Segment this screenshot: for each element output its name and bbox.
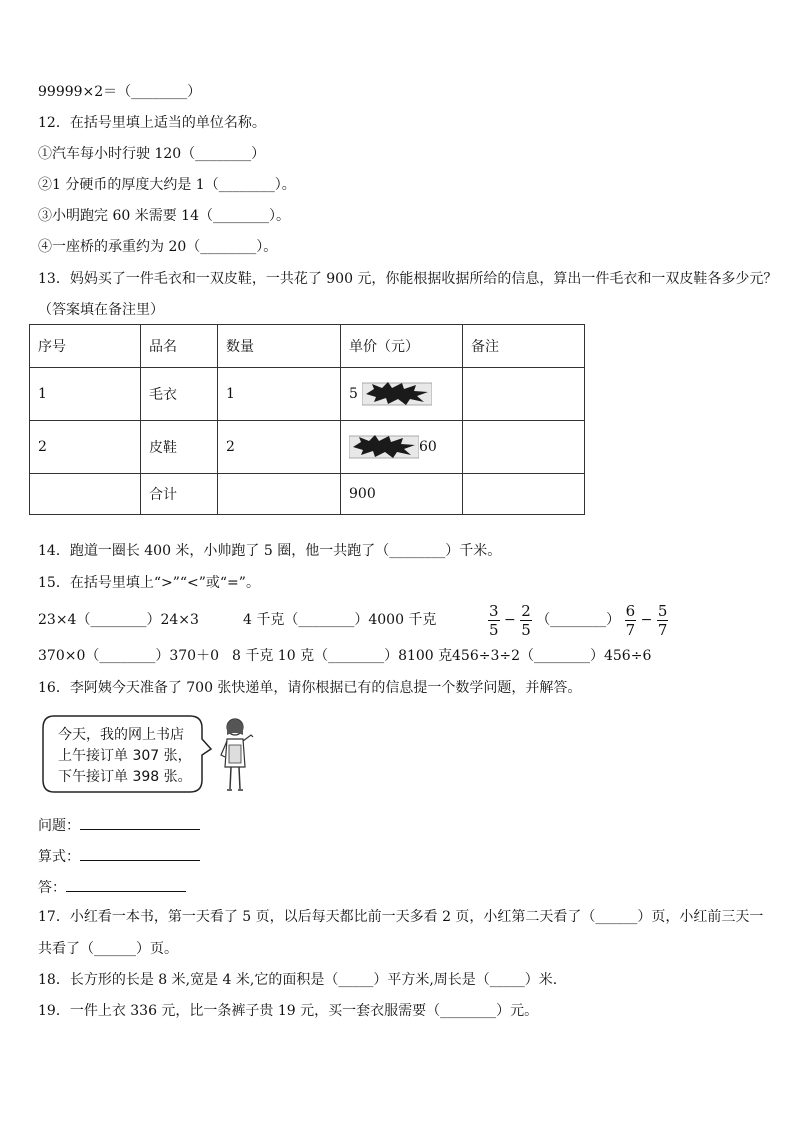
table-header: 单价（元） xyxy=(341,325,463,368)
ink-blot-icon xyxy=(362,380,432,408)
q16-title: 16．李阿姨今天准备了 700 张快递单，请你根据已有的信息提一个数学问题，并解答。 xyxy=(38,680,582,696)
table-cell xyxy=(463,421,585,474)
fraction: $\frac{6}{7}$ xyxy=(625,601,636,639)
price-partial: 5 xyxy=(349,386,358,402)
table-cell xyxy=(218,474,341,515)
woman-figure-icon xyxy=(215,715,255,793)
q13-title: 13．妈妈买了一件毛衣和一双皮鞋，一共花了 900 元，你能根据收据所给的信息，算出一件毛衣和一双皮鞋各多少元？ xyxy=(38,271,778,287)
table-cell xyxy=(341,421,463,474)
q17-line1: 17．小红看一本书，第一天看了 5 页，以后每天都比前一天多看 2 页，小红第二天看了（______）页，小红前三天一 xyxy=(38,909,764,925)
table-header: 数量 xyxy=(218,325,341,368)
answer-blank xyxy=(80,846,200,861)
table-row xyxy=(30,368,585,421)
q11-line: 99999×2＝（________） xyxy=(38,84,202,100)
q15-row2-col3: 456÷3÷2（________）456÷6 xyxy=(452,648,652,664)
q15-row2-col1: 370×0（________）370＋0 xyxy=(38,648,219,664)
table-header: 品名 xyxy=(141,325,218,368)
q16-formula-label: 算式： xyxy=(38,846,200,867)
table-cell xyxy=(30,474,141,515)
fraction: $\frac{2}{5}$ xyxy=(521,601,531,639)
q12-item-1: ①汽车每小时行驶 120（________） xyxy=(38,146,266,162)
ink-blot-icon xyxy=(349,433,419,461)
answer-blank xyxy=(80,815,200,830)
q12-title: 12．在括号里填上适当的单位名称。 xyxy=(38,115,266,131)
q16-answer-label: 答： xyxy=(38,877,186,898)
table-cell: 合计 xyxy=(141,474,218,515)
q17-line2: 共看了（______）页。 xyxy=(38,941,178,957)
q18-line: 18．长方形的长是 8 米,宽是 4 米,它的面积是（_____）平方米,周长是（_____）米. xyxy=(38,972,558,988)
fraction: $\frac{3}{5}$ xyxy=(489,601,499,639)
fraction: $\frac{5}{7}$ xyxy=(657,601,668,639)
blank: （________） xyxy=(536,612,621,628)
q15-row1-col2: 4 千克（________）4000 千克 xyxy=(243,612,437,628)
table-cell: 毛衣 xyxy=(141,368,218,421)
table-cell: 1 xyxy=(30,368,141,421)
bubble-text: 今天，我的网上书店 上午接订单 307 张， 下午接订单 398 张。 xyxy=(58,727,192,785)
q15-row1-col3: $\frac{3}{5}$ − $\frac{2}{5}$ （________） $\frac{6}{7}$ − $\frac{5}{7}$ xyxy=(489,601,668,639)
q15-title: 15．在括号里填上“>”“<”或“=”。 xyxy=(38,575,260,591)
table-header: 序号 xyxy=(30,325,141,368)
table-cell xyxy=(463,368,585,421)
table-cell: 2 xyxy=(30,421,141,474)
table-row xyxy=(30,421,585,474)
table-cell: 2 xyxy=(218,421,341,474)
table-cell xyxy=(341,368,463,421)
q19-line: 19．一件上衣 336 元，比一条裤子贵 19 元，买一套衣服需要（________）元。 xyxy=(38,1003,539,1019)
q14-line: 14．跑道一圈长 400 米，小帅跑了 5 圈，他一共跑了（________）千米。 xyxy=(38,543,502,559)
q12-item-4: ④一座桥的承重约为 20（________）。 xyxy=(38,239,278,255)
receipt-table xyxy=(29,324,585,515)
answer-blank xyxy=(66,877,186,892)
table-cell: 1 xyxy=(218,368,341,421)
table-cell: 皮鞋 xyxy=(141,421,218,474)
table-row xyxy=(30,474,585,515)
table-header: 备注 xyxy=(463,325,585,368)
table-header-row xyxy=(30,325,585,368)
q15-row1-col1: 23×4（________）24×3 xyxy=(38,612,199,628)
price-partial: 60 xyxy=(419,439,437,455)
q16-question-label: 问题： xyxy=(38,815,200,836)
table-cell xyxy=(463,474,585,515)
q13-note: （答案填在备注里） xyxy=(38,302,164,318)
q12-item-2: ②1 分硬币的厚度大约是 1（________）。 xyxy=(38,177,296,193)
q15-row2-col2: 8 千克 10 克（________）8100 克 xyxy=(232,648,453,664)
q12-item-3: ③小明跑完 60 米需要 14（________）。 xyxy=(38,208,290,224)
table-cell: 900 xyxy=(341,474,463,515)
